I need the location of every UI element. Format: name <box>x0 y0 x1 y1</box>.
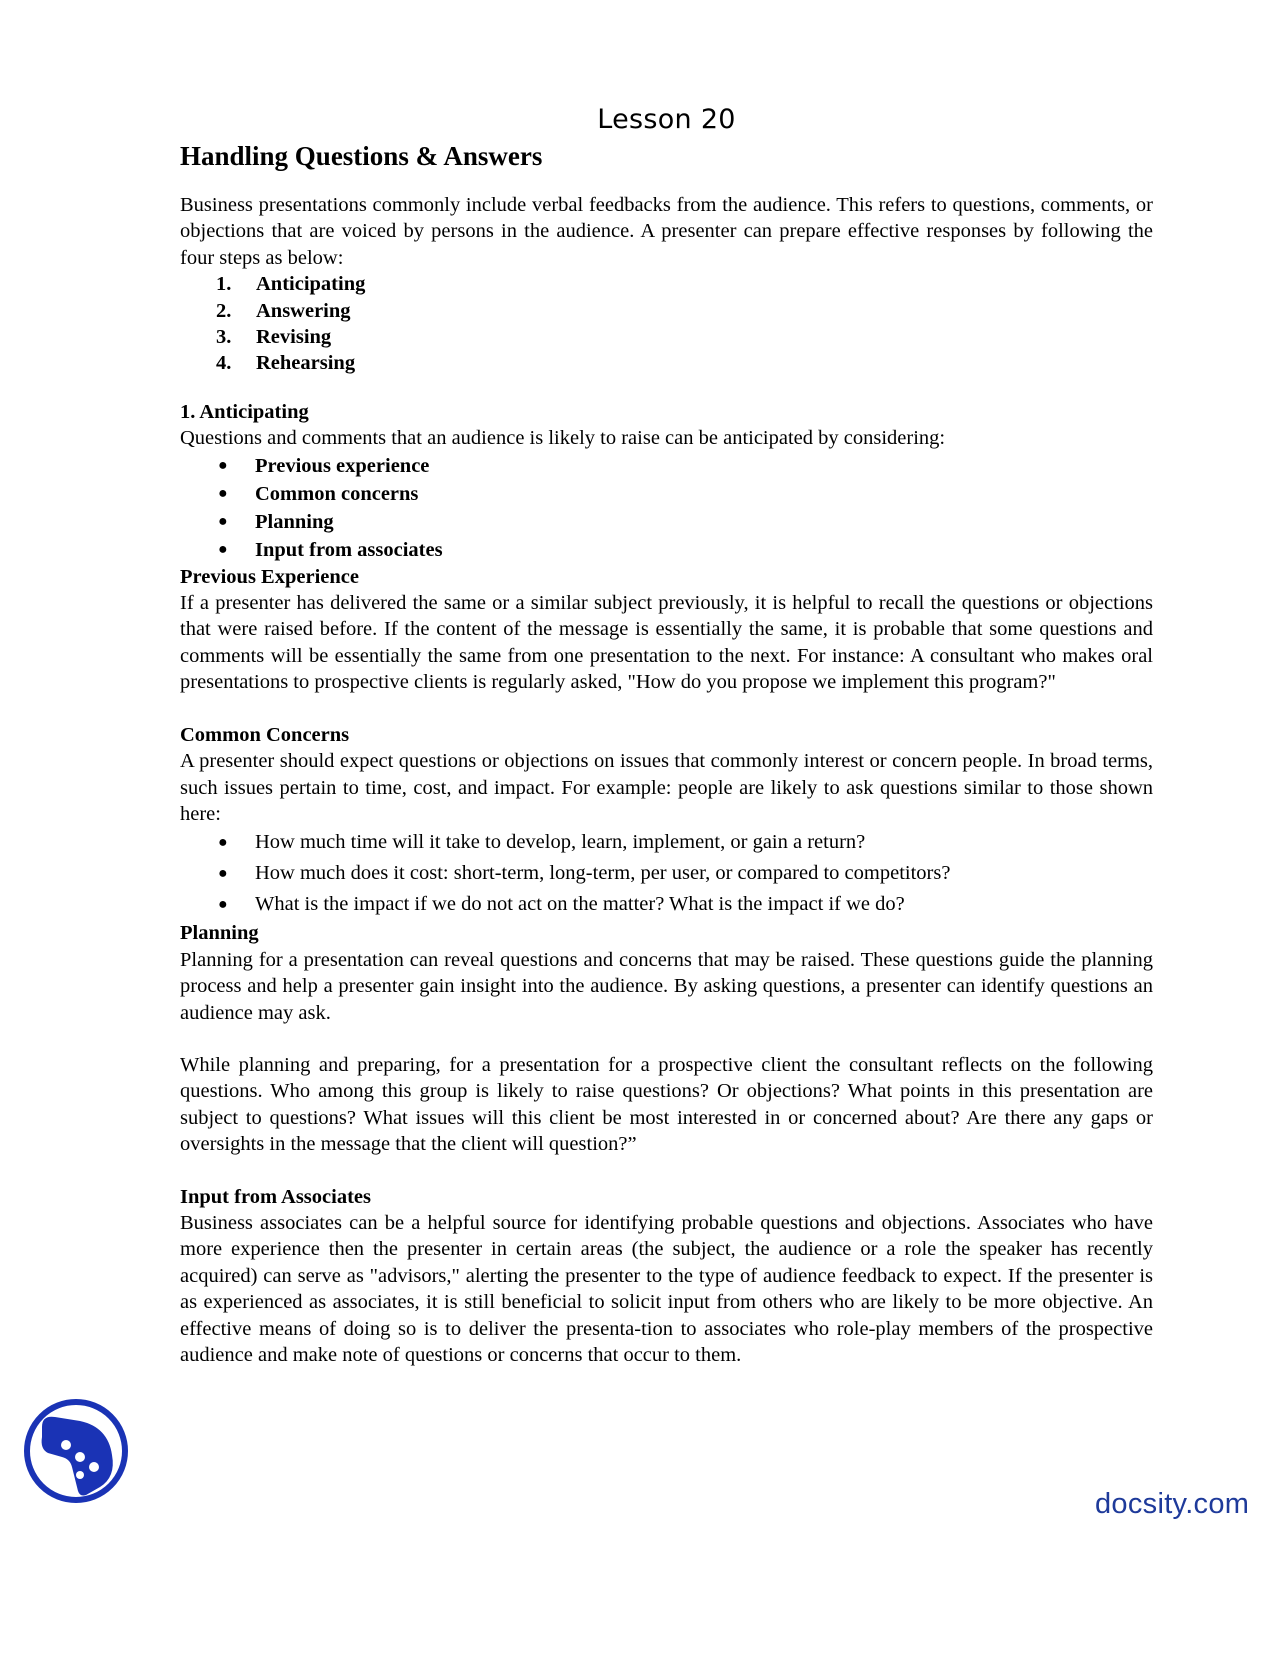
concerns-list <box>180 827 1153 920</box>
section-heading-planning: Planning <box>180 922 259 945</box>
bullet-icon: ● <box>218 865 228 883</box>
brand-name: docsity.com <box>1095 1488 1250 1520</box>
anticipating-list <box>180 452 1153 564</box>
bullet-icon: ● <box>218 512 228 530</box>
list-item: ● Input from associates <box>180 536 1153 564</box>
section-heading-common-concerns: Common Concerns <box>180 723 350 746</box>
list-item: ● Common concerns <box>180 480 1153 508</box>
list-item: ● What is the impact if we do not act on the matter? What is the impact if we do? <box>180 889 1153 920</box>
bullet-icon: ● <box>218 834 228 852</box>
section-heading-anticipating: 1. Anticipating <box>180 400 309 423</box>
list-item: ● How much time will it take to develop, learn, implement, or gain a return? <box>180 827 1153 858</box>
common-concerns-paragraph: A presenter should expect questions or objections on issues that commonly interest or concern people. In broad terms, such issues pertain to time, cost, and impact. For example: people are likely to ask questions similar to those shown here: <box>180 750 1153 825</box>
bullet-icon: ● <box>218 456 228 474</box>
document-page <box>180 104 1153 1368</box>
list-item: ● Planning <box>180 508 1153 536</box>
docsity-logo-icon <box>22 1397 130 1505</box>
planning-paragraph-2: While planning and preparing, for a presentation for a prospective client the consultant reflects on the following questions. Who among this group is likely to raise questions? Or objections? What points in this presentation are subject to questions? What issues will this client be most interested in or concerned about? Are there any gaps or oversights in the message that the client will question?” <box>180 1053 1153 1156</box>
anticipating-paragraph: Questions and comments that an audience is likely to raise can be anticipated by considering: <box>180 427 946 450</box>
page-heading: Handling Questions & Answers <box>180 141 543 171</box>
list-item: ● Previous experience <box>180 452 1153 480</box>
planning-paragraph-1: Planning for a presentation can reveal questions and concerns that may be raised. These questions guide the planning process and help a presenter gain insight into the audience. By asking questions, a presenter can identify questions an audience may ask. <box>180 948 1153 1024</box>
steps-list <box>180 271 1153 377</box>
previous-experience-paragraph: If a presenter has delivered the same or a similar subject previously, it is helpful to recall the questions or objections that were raised before. If the content of the message is essentially the same, it is probable that some questions and comments will be essentially the same from one presentation to the next. For instance: A consultant who makes oral presentations to prospective clients is regularly asked, "How do you propose we implement this program?" <box>180 592 1153 694</box>
list-item: ● How much does it cost: short-term, long-term, per user, or compared to competitors? <box>180 858 1153 889</box>
list-item: 2. Answering <box>216 299 351 322</box>
lesson-title: Lesson 20 <box>597 104 736 135</box>
bullet-icon: ● <box>218 896 228 914</box>
list-item: 4. Rehearsing <box>216 352 356 375</box>
section-heading-input-associates: Input from Associates <box>180 1185 371 1208</box>
intro-paragraph: Business presentations commonly include verbal feedbacks from the audience. This refers to questions, comments, or objections that are voiced by persons in the audience. A presenter can prepare effective responses by following the four steps as below: <box>180 194 1153 269</box>
list-item: 3. Revising <box>216 326 332 349</box>
bullet-icon: ● <box>218 540 228 558</box>
section-heading-previous-experience: Previous Experience <box>180 565 359 588</box>
list-item: 1. Anticipating <box>216 273 366 296</box>
input-associates-paragraph: Business associates can be a helpful source for identifying probable questions and objections. Associates who have more experience then the presenter in certain areas (the subject, the audience or a role the speaker has recently acquired) can serve as "advisors," alerting the presenter to the type of audience feedback to expect. If the presenter is as experienced as associates, it is still beneficial to solicit input from others who are likely to be more objective. An effective means of doing so is to deliver the presenta-tion to associates who role-play members of the prospective audience and make note of questions or concerns that occur to them. <box>180 1211 1153 1366</box>
bullet-icon: ● <box>218 484 228 502</box>
